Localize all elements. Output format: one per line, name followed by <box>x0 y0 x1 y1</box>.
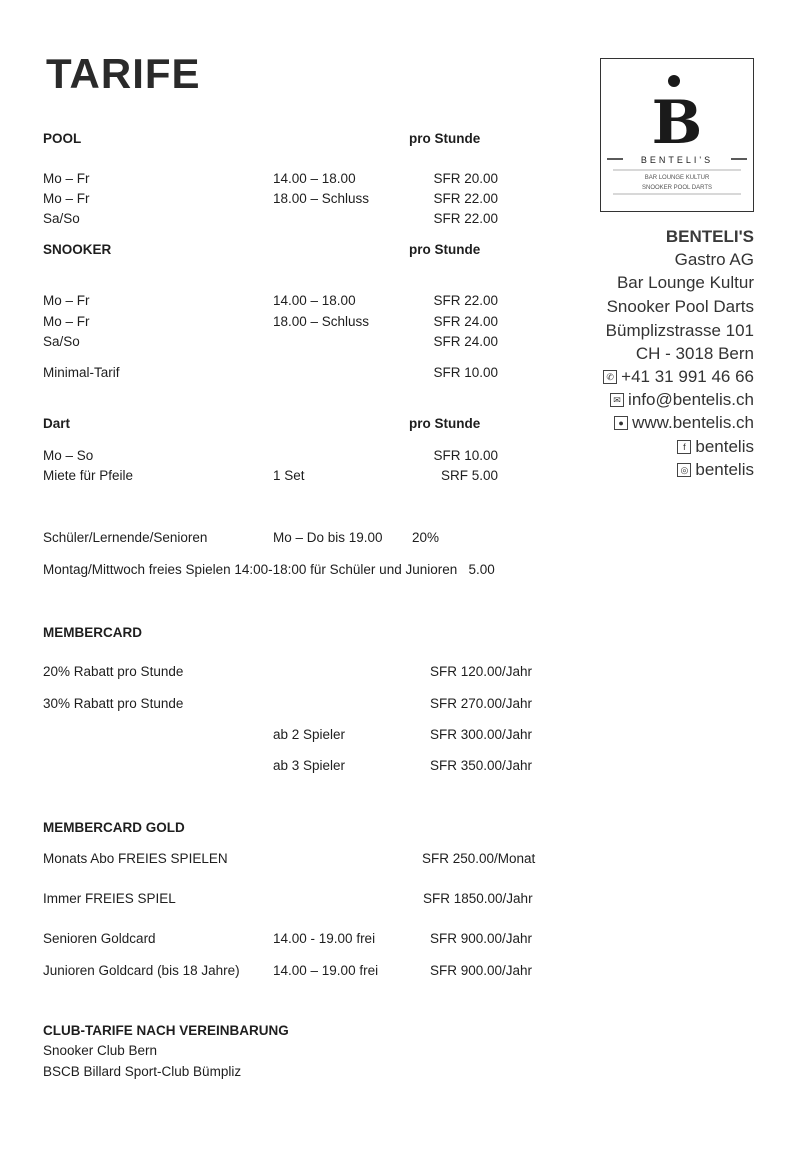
snooker-row-price: SFR 24.00 <box>433 314 498 329</box>
membercard-row-price: SFR 350.00/Jahr <box>430 758 533 773</box>
dart-row-time: 1 Set <box>273 468 305 483</box>
pool-row-price: SFR 22.00 <box>433 211 498 226</box>
pool-row-price: SFR 20.00 <box>433 171 498 186</box>
gold-row-price: SFR 250.00/Monat <box>422 851 536 866</box>
discount-students-time: Mo – Do bis 19.00 <box>273 530 383 545</box>
pool-row-price: SFR 22.00 <box>433 191 498 206</box>
phone-icon: ✆ <box>603 370 617 384</box>
web-line <box>614 413 754 433</box>
pool-unit: pro Stunde <box>409 131 481 146</box>
free-play-note: Montag/Mittwoch freies Spielen 14:00-18:00 für Schüler und Junioren 5.00 <box>43 562 495 577</box>
web-link[interactable]: www.bentelis.ch <box>632 413 754 432</box>
gold-heading: MEMBERCARD GOLD <box>43 820 185 835</box>
envelope-icon: ✉ <box>610 393 624 407</box>
logo-name: BENTELI'S <box>640 155 714 165</box>
snooker-row-price: SFR 24.00 <box>433 334 498 349</box>
facebook-line <box>677 437 754 457</box>
snooker-minimal-label: Minimal-Tarif <box>43 365 120 380</box>
dart-row-day: Miete für Pfeile <box>43 468 134 483</box>
logo-tagline-2: SNOOKER POOL DARTS <box>641 185 713 191</box>
email-line <box>610 390 754 410</box>
membercard-row-price: SFR 120.00/Jahr <box>430 664 533 679</box>
dart-row-day: Mo – So <box>43 448 94 463</box>
dart-row-price: SFR 10.00 <box>433 448 498 463</box>
email-link[interactable]: info@bentelis.ch <box>628 390 754 409</box>
dart-heading: Dart <box>43 416 71 431</box>
gold-row-label: Monats Abo FREIES SPIELEN <box>43 851 228 866</box>
pool-heading: POOL <box>43 131 82 146</box>
logo-tagline-1: BAR LOUNGE KULTUR <box>644 175 710 181</box>
membercard-row-detail: ab 2 Spieler <box>273 727 346 742</box>
address-street: Bümplizstrasse 101 <box>605 321 754 340</box>
snooker-minimal-price: SFR 10.00 <box>433 365 498 380</box>
gold-row-detail: 14.00 - 19.00 frei <box>273 931 376 946</box>
company-line-1: Gastro AG <box>674 250 754 269</box>
snooker-row-price: SFR 22.00 <box>433 293 498 308</box>
logo-graphic <box>601 59 753 211</box>
facebook-link[interactable]: bentelis <box>695 437 754 456</box>
gold-row-label: Senioren Goldcard <box>43 931 156 946</box>
instagram-line <box>677 460 754 480</box>
pool-row-time: 14.00 – 18.00 <box>273 171 356 186</box>
pool-row-day: Mo – Fr <box>43 191 90 206</box>
gold-row-price: SFR 900.00/Jahr <box>430 931 533 946</box>
gold-row-label: Immer FREIES SPIEL <box>43 891 176 906</box>
phone-number[interactable]: +41 31 991 46 66 <box>621 367 754 386</box>
facebook-icon: f <box>677 440 691 454</box>
discount-students-label: Schüler/Lernende/Senioren <box>43 530 208 545</box>
logo-dot <box>668 75 680 87</box>
snooker-row-day: Sa/So <box>43 334 80 349</box>
membercard-row-label: 20% Rabatt pro Stunde <box>43 664 184 679</box>
snooker-row-day: Mo – Fr <box>43 293 90 308</box>
snooker-row-time: 14.00 – 18.00 <box>273 293 356 308</box>
gold-row-price: SFR 900.00/Jahr <box>430 963 533 978</box>
company-line-2: Bar Lounge Kultur <box>616 273 754 292</box>
instagram-link[interactable]: bentelis <box>695 460 754 479</box>
membercard-row-detail: ab 3 Spieler <box>273 758 346 773</box>
gold-row-label: Junioren Goldcard (bis 18 Jahre) <box>43 963 240 978</box>
club-item: Snooker Club Bern <box>43 1043 158 1058</box>
logo-monogram: B <box>651 88 703 158</box>
company-line-3: Snooker Pool Darts <box>606 297 754 316</box>
membercard-row-price: SFR 270.00/Jahr <box>430 696 533 711</box>
page-title: TARIFE <box>46 50 201 97</box>
membercard-row-label: 30% Rabatt pro Stunde <box>43 696 184 711</box>
clubs-heading: CLUB-TARIFE NACH VEREINBARUNG <box>43 1023 289 1038</box>
membercard-heading: MEMBERCARD <box>43 625 142 640</box>
discount-students-value: 20% <box>412 530 440 545</box>
dart-row-price: SRF 5.00 <box>440 468 498 483</box>
pool-row-day: Mo – Fr <box>43 171 90 186</box>
snooker-unit: pro Stunde <box>409 242 481 257</box>
instagram-icon: ◎ <box>677 463 691 477</box>
globe-icon: ● <box>614 416 628 430</box>
gold-row-detail: 14.00 – 19.00 frei <box>273 963 379 978</box>
membercard-row-price: SFR 300.00/Jahr <box>430 727 533 742</box>
club-item: BSCB Billard Sport-Club Bümpliz <box>43 1064 242 1079</box>
logo <box>600 58 754 212</box>
address-city: CH - 3018 Bern <box>635 344 754 363</box>
pool-row-time: 18.00 – Schluss <box>273 191 370 206</box>
snooker-row-time: 18.00 – Schluss <box>273 314 370 329</box>
company-name: BENTELI'S <box>665 227 754 246</box>
snooker-row-day: Mo – Fr <box>43 314 90 329</box>
phone-line <box>603 367 754 387</box>
gold-row-price: SFR 1850.00/Jahr <box>423 891 533 906</box>
snooker-heading: SNOOKER <box>43 242 112 257</box>
pool-row-day: Sa/So <box>43 211 80 226</box>
dart-unit: pro Stunde <box>409 416 481 431</box>
